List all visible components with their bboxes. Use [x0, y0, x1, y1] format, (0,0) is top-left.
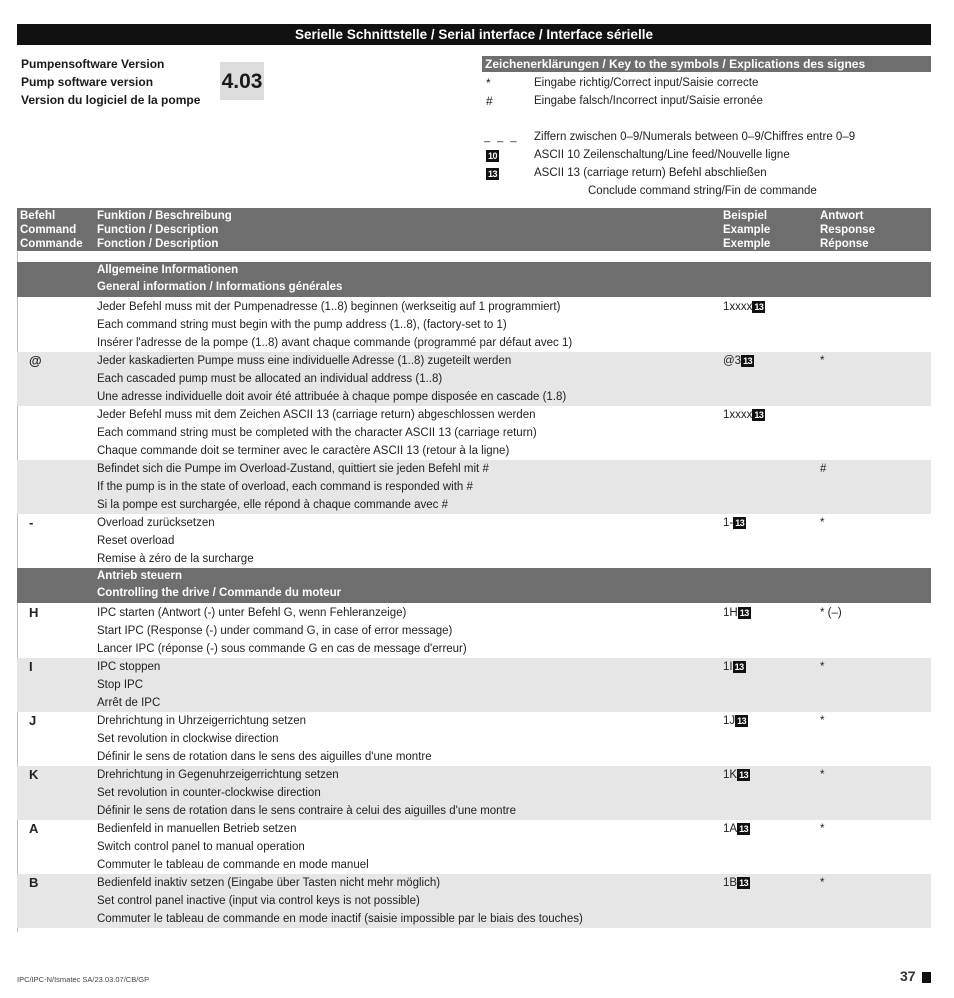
- col-function-en: Function / Description: [97, 224, 219, 236]
- desc-line: Befindet sich die Pumpe im Overload-Zustand, quittiert sie jeden Befehl mit #: [97, 463, 489, 475]
- version-label-fr: Version du logiciel de la pompe: [21, 93, 201, 107]
- desc-line: Reset overload: [97, 535, 175, 547]
- key-text-extra: Conclude command string/Fin de commande: [588, 185, 817, 197]
- section-title-en: Controlling the drive / Commande du moteur: [97, 587, 342, 599]
- response: #: [820, 463, 827, 475]
- lf-symbol-icon: 10: [488, 150, 498, 161]
- desc-line: Set revolution in counter-clockwise direction: [97, 787, 321, 799]
- table-header: [17, 208, 931, 251]
- version-label-en: Pump software version: [21, 75, 154, 89]
- example: [723, 406, 765, 424]
- cr-symbol-icon: 13: [737, 715, 747, 726]
- table-row: [17, 514, 931, 568]
- desc-line: Switch control panel to manual operation: [97, 841, 305, 853]
- response: *: [820, 823, 825, 835]
- desc-line: Bedienfeld in manuellen Betrieb setzen: [97, 823, 297, 835]
- key-symbol-lf: [486, 146, 499, 164]
- command-code: @: [29, 353, 42, 368]
- example-text: 1xxxx: [723, 301, 753, 313]
- version-value: 4.03: [220, 62, 264, 100]
- example-text: 1K: [723, 769, 738, 781]
- table-row: [17, 820, 931, 874]
- desc-line: Each cascaded pump must be allocated an individual address (1..8): [97, 373, 443, 385]
- example-text: 1-: [723, 517, 734, 529]
- command-code: I: [29, 659, 33, 674]
- table-row: [17, 766, 931, 820]
- desc-line: Each command string must be completed with the character ASCII 13 (carriage return): [97, 427, 537, 439]
- page-marker: [922, 972, 931, 983]
- col-command-de: Befehl: [20, 210, 56, 222]
- footer-reference: IPC/IPC-N/Ismatec SA/23.03.07/CB/GP: [17, 975, 150, 984]
- section-title-de: Allgemeine Informationen: [97, 264, 239, 276]
- col-response-fr: Réponse: [820, 238, 869, 250]
- key-text: ASCII 13 (carriage return) Befehl abschließen: [534, 167, 767, 179]
- cr-symbol-icon: 13: [488, 168, 498, 179]
- col-function-fr: Fonction / Description: [97, 238, 219, 250]
- desc-line: Bedienfeld inaktiv setzen (Eingabe über Tasten nicht mehr möglich): [97, 877, 441, 889]
- desc-line: Une adresse individuelle doit avoir été attribuée à chaque pompe disposée en cascade (1.8): [97, 391, 567, 403]
- response: * (–): [820, 607, 842, 619]
- key-text: ASCII 10 Zeilenschaltung/Line feed/Nouvelle ligne: [534, 149, 790, 161]
- desc-line: Commuter le tableau de commande en mode inactif (saisie impossible par le biais des touches): [97, 913, 583, 925]
- table-row: [17, 712, 931, 766]
- cr-symbol-icon: 13: [743, 355, 753, 366]
- section-title-de: Antrieb steuern: [97, 570, 182, 582]
- cr-symbol-icon: 13: [754, 409, 764, 420]
- desc-line: Remise à zéro de la surcharge: [97, 553, 254, 565]
- key-symbol: *: [486, 76, 491, 90]
- col-command-fr: Commande: [20, 238, 83, 250]
- example: [723, 874, 750, 892]
- col-response-en: Response: [820, 224, 875, 236]
- table-row: [17, 406, 931, 460]
- table-row: [17, 874, 931, 928]
- col-example-en: Example: [723, 224, 771, 236]
- command-code: B: [29, 875, 39, 890]
- col-example-de: Beispiel: [723, 210, 768, 222]
- desc-line: Jeder Befehl muss mit der Pumpenadresse (1..8) beginnen (werkseitig auf 1 programmiert): [97, 301, 561, 313]
- col-response-de: Antwort: [820, 210, 864, 222]
- key-symbol-cr: [486, 164, 499, 182]
- desc-line: Définir le sens de rotation dans le sens des aiguilles d'une montre: [97, 751, 432, 763]
- cr-symbol-icon: 13: [734, 661, 744, 672]
- command-code: -: [29, 515, 34, 530]
- example: [723, 352, 754, 370]
- desc-line: Set revolution in clockwise direction: [97, 733, 279, 745]
- cr-symbol-icon: 13: [739, 769, 749, 780]
- response: *: [820, 715, 825, 727]
- desc-line: Insérer l'adresse de la pompe (1..8) avant chaque commande (programmé par défaut avec 1): [97, 337, 573, 349]
- example: [723, 658, 746, 676]
- desc-line: Stop IPC: [97, 679, 144, 691]
- cr-symbol-icon: 13: [739, 877, 749, 888]
- desc-line: Définir le sens de rotation dans le sens contraire à celui des aiguilles d'une montre: [97, 805, 516, 817]
- command-code: H: [29, 605, 39, 620]
- response: *: [820, 769, 825, 781]
- cr-symbol-icon: 13: [754, 301, 764, 312]
- key-symbol: _ _ _: [484, 131, 519, 143]
- example: [723, 712, 748, 730]
- example-text: 1J: [723, 715, 736, 727]
- example: [723, 514, 746, 532]
- col-function-de: Funktion / Beschreibung: [97, 210, 232, 222]
- table-row: [17, 352, 931, 406]
- key-text: Eingabe falsch/Incorrect input/Saisie erronée: [534, 95, 763, 107]
- desc-line: Si la pompe est surchargée, elle répond à chaque commande avec #: [97, 499, 448, 511]
- key-symbol: #: [486, 94, 493, 108]
- example: [723, 820, 750, 838]
- table-row: [17, 604, 931, 658]
- key-text: Ziffern zwischen 0–9/Numerals between 0–9/Chiffres entre 0–9: [534, 131, 856, 143]
- example: [723, 604, 751, 622]
- command-code: J: [29, 713, 37, 728]
- desc-line: Jeder kaskadierten Pumpe muss eine individuelle Adresse (1..8) zugeteilt werden: [97, 355, 512, 367]
- page-title: Serielle Schnittstelle / Serial interface / Interface sérielle: [17, 24, 931, 45]
- desc-line: Each command string must begin with the pump address (1..8), (factory-set to 1): [97, 319, 507, 331]
- response: *: [820, 877, 825, 889]
- table-row: [17, 460, 931, 514]
- version-label-de: Pumpensoftware Version: [21, 57, 165, 71]
- key-header: Zeichenerklärungen / Key to the symbols / Explications des signes: [482, 56, 931, 72]
- example-text: @3: [723, 355, 742, 367]
- col-example-fr: Exemple: [723, 238, 771, 250]
- section-header: [17, 262, 931, 297]
- desc-line: Overload zurücksetzen: [97, 517, 215, 529]
- key-text: Eingabe richtig/Correct input/Saisie correcte: [534, 77, 759, 89]
- cr-symbol-icon: 13: [739, 823, 749, 834]
- example-text: 1xxxx: [723, 409, 753, 421]
- command-code: K: [29, 767, 39, 782]
- response: *: [820, 517, 825, 529]
- desc-line: Chaque commande doit se terminer avec le caractère ASCII 13 (retour à la ligne): [97, 445, 510, 457]
- desc-line: IPC stoppen: [97, 661, 161, 673]
- desc-line: Jeder Befehl muss mit dem Zeichen ASCII 13 (carriage return) abgeschlossen werden: [97, 409, 536, 421]
- desc-line: Arrêt de IPC: [97, 697, 161, 709]
- section-title-en: General information / Informations générales: [97, 281, 343, 293]
- example-text: 1I: [723, 661, 733, 673]
- desc-line: If the pump is in the state of overload, each command is responded with #: [97, 481, 473, 493]
- desc-line: Lancer IPC (réponse (-) sous commande G en cas de message d'erreur): [97, 643, 467, 655]
- example: [723, 766, 750, 784]
- desc-line: IPC starten (Antwort (-) unter Befehl G, wenn Fehleranzeige): [97, 607, 407, 619]
- example-text: 1H: [723, 607, 738, 619]
- cr-symbol-icon: 13: [735, 517, 745, 528]
- col-command-en: Command: [20, 224, 77, 236]
- desc-line: Set control panel inactive (input via control keys is not possible): [97, 895, 420, 907]
- response: *: [820, 661, 825, 673]
- section-header: [17, 568, 931, 603]
- table-row: [17, 658, 931, 712]
- example-text: 1B: [723, 877, 738, 889]
- desc-line: Drehrichtung in Uhrzeigerrichtung setzen: [97, 715, 307, 727]
- table-row: [17, 298, 931, 352]
- command-code: A: [29, 821, 39, 836]
- page-number: 37: [900, 968, 916, 984]
- example-text: 1A: [723, 823, 738, 835]
- desc-line: Drehrichtung in Gegenuhrzeigerrichtung setzen: [97, 769, 339, 781]
- example: [723, 298, 765, 316]
- response: *: [820, 355, 825, 367]
- cr-symbol-icon: 13: [739, 607, 749, 618]
- desc-line: Start IPC (Response (-) under command G, in case of error message): [97, 625, 453, 637]
- desc-line: Commuter le tableau de commande en mode manuel: [97, 859, 369, 871]
